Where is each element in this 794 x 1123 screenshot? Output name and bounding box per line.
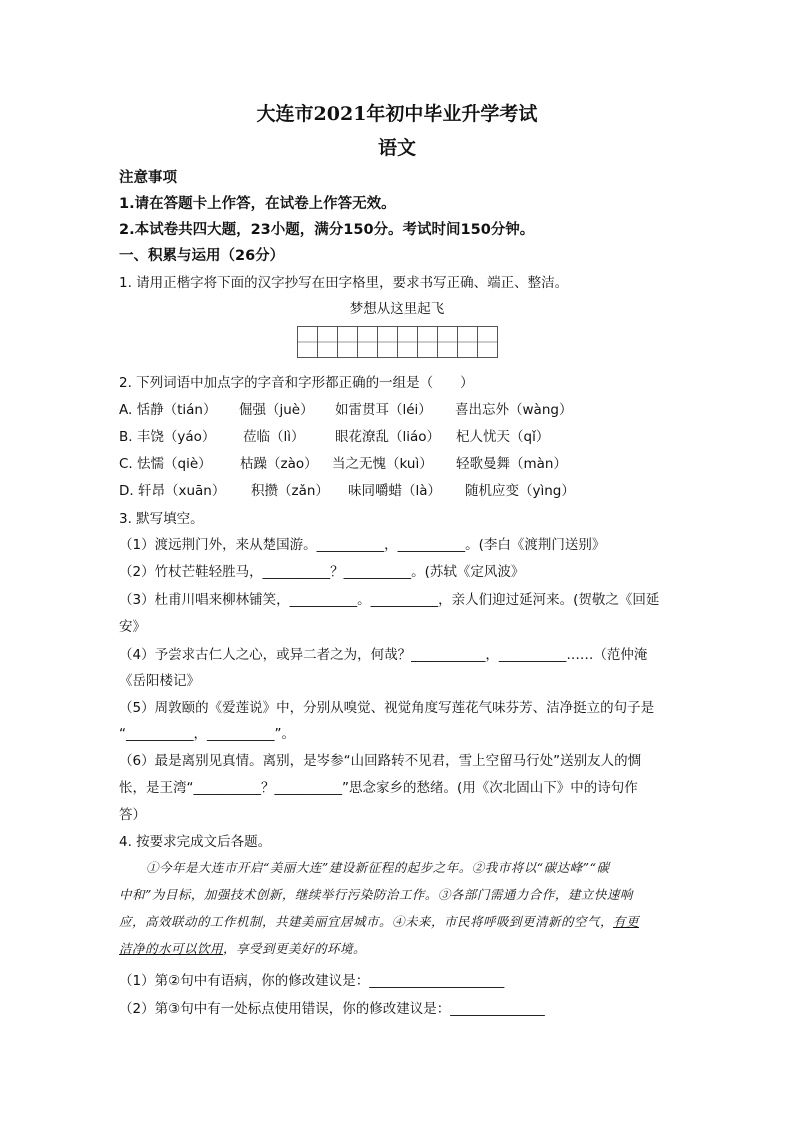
exam-subject: 语文 bbox=[377, 137, 416, 159]
notice-item-1: 1.请在答题卡上作答，在试卷上作答无效。 bbox=[119, 196, 396, 212]
grid-cell[interactable] bbox=[318, 327, 338, 357]
passage-line: 中和”为目标，加强技术创新，继续举行污染防治工作。③各部门需通力合作，建立快速响 bbox=[119, 887, 633, 902]
passage-line: 应，高效联动的工作机制，共建美丽宜居城市。④未来，市民将呼吸到更清新的空气，有更 bbox=[119, 914, 640, 929]
option-word: 杞人忧天（qǐ） bbox=[456, 429, 550, 445]
q2-prompt: 2. 下列词语中加点字的字音和字形都正确的一组是（ ） bbox=[119, 375, 474, 391]
passage-underline: 有更 bbox=[613, 914, 640, 929]
passage-line bbox=[119, 939, 366, 957]
option-word: 眼花潦乱（liáo） bbox=[335, 429, 441, 445]
exam-title: 大连市2021年初中毕业升学考试 bbox=[256, 103, 538, 125]
passage-line: ①今年是大连市开启“美丽大连”建设新征程的起步之年。②我市将以“碳达峰”“碳 bbox=[146, 860, 610, 875]
option-word: 喜出忘外（wàng） bbox=[455, 402, 573, 418]
passage-tail: ，享受到更美好的环境。 bbox=[223, 941, 367, 956]
grid-cell[interactable] bbox=[438, 327, 458, 357]
option-word: 倔强（juè） bbox=[239, 402, 314, 418]
grid-cell[interactable] bbox=[478, 327, 497, 357]
option-word: 随机应变（yìng） bbox=[465, 483, 575, 499]
q2-option-b[interactable] bbox=[119, 425, 549, 445]
section-heading: 一、积累与运用（26分） bbox=[119, 248, 285, 264]
grid-cell[interactable] bbox=[458, 327, 478, 357]
passage-underline: 洁净的水可以饮用 bbox=[119, 941, 224, 956]
q3-item: （4）予尝求古仁人之心，或异二者之为，何哉？___________，__________……（范仲淹 bbox=[119, 647, 648, 663]
option-word: 当之无愧（kuì） bbox=[332, 456, 433, 472]
tianzi-grid[interactable] bbox=[297, 326, 498, 358]
notice-heading: 注意事项 bbox=[119, 170, 177, 186]
grid-cell[interactable] bbox=[398, 327, 418, 357]
q1-prompt: 1. 请用正楷字将下面的汉字抄写在田字格里，要求书写正确、端正、整洁。 bbox=[119, 275, 569, 291]
q3-item: （2）竹杖芒鞋轻胜马，__________？__________。(苏轼《定风波》 bbox=[119, 564, 525, 580]
option-word: 莅临（lì） bbox=[243, 429, 305, 445]
q3-item: 《岳阳楼记》 bbox=[119, 673, 200, 689]
q3-item: 安》 bbox=[119, 619, 146, 635]
q3-item: “__________，__________”。 bbox=[119, 726, 295, 742]
option-word: A. 恬静（tián） bbox=[119, 402, 217, 418]
q3-prompt: 3. 默写填空。 bbox=[119, 511, 204, 527]
q3-item: 答） bbox=[119, 807, 146, 823]
option-word: D. 轩昂（xuān） bbox=[119, 483, 226, 499]
option-word: 轻歌曼舞（màn） bbox=[456, 456, 567, 472]
q3-item: 怅，是王湾“__________？__________”思念家乡的愁绪。(用《次北固山下》中的诗句作 bbox=[119, 780, 638, 796]
grid-cell[interactable] bbox=[338, 327, 358, 357]
option-word: 如雷贯耳（léi） bbox=[335, 402, 432, 418]
q3-item: （6）最是离别见真情。离别，是岑参“山回路转不见君，雪上空留马行处”送别友人的惆 bbox=[119, 753, 642, 769]
q2-option-a[interactable] bbox=[119, 398, 572, 418]
grid-cell[interactable] bbox=[358, 327, 378, 357]
grid-cell[interactable] bbox=[298, 327, 318, 357]
q2-option-c[interactable] bbox=[119, 452, 567, 472]
q2-option-d[interactable] bbox=[119, 479, 575, 499]
option-word: 枯躁（zào） bbox=[240, 456, 318, 472]
grid-cell[interactable] bbox=[418, 327, 438, 357]
grid-cell[interactable] bbox=[378, 327, 398, 357]
notice-item-2: 2.本试卷共四大题，23小题，满分150分。考试时间150分钟。 bbox=[119, 222, 535, 238]
q4-sub2: （2）第③句中有一处标点使用错误，你的修改建议是：______________ bbox=[119, 1001, 545, 1017]
option-word: C. 怯懦（qiè） bbox=[119, 456, 212, 472]
q4-sub1: （1）第②句中有语病，你的修改建议是：____________________ bbox=[119, 973, 505, 989]
option-word: B. 丰饶（yáo） bbox=[119, 429, 216, 445]
q3-item: （3）杜甫川唱来柳林铺笑，__________。__________，亲人们迎过延河来。(贺敬之《回延 bbox=[119, 592, 660, 608]
q3-item: （5）周敦颐的《爱莲说》中，分别从嗅觉、视觉角度写莲花气味芬芳、洁净挺立的句子是 bbox=[119, 700, 655, 716]
q4-prompt: 4. 按要求完成文后各题。 bbox=[119, 834, 272, 850]
option-word: 积攒（zǎn） bbox=[251, 483, 329, 499]
option-word: 味同嚼蜡（là） bbox=[348, 483, 442, 499]
q1-phrase: 梦想从这里起飞 bbox=[349, 301, 445, 317]
q3-item: （1）渡远荆门外，来从楚国游。__________，__________。(李白《渡荆门送别》 bbox=[119, 537, 606, 553]
